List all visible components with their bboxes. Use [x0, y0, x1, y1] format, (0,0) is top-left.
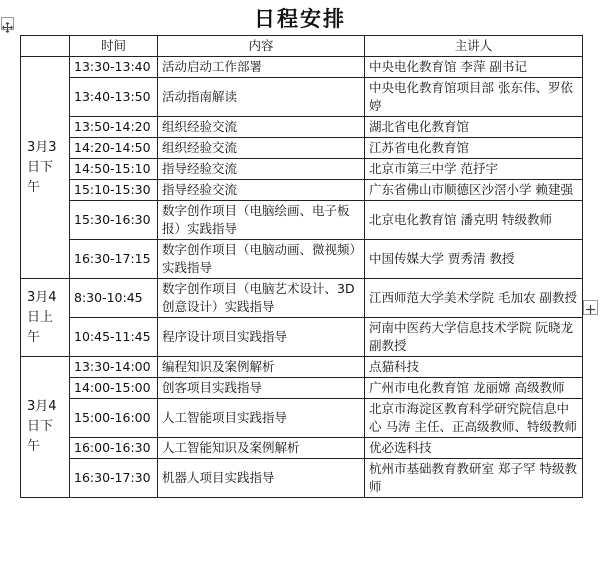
content-cell: 创客项目实践指导 — [158, 378, 365, 399]
day-cell: 3月4日上午 — [21, 279, 70, 357]
content-cell: 数字创作项目（电脑艺术设计、3D 创意设计）实践指导 — [158, 279, 365, 318]
time-cell: 15:10-15:30 — [70, 180, 158, 201]
table-row — [21, 378, 583, 399]
time-cell: 13:40-13:50 — [70, 78, 158, 117]
time-cell: 8:30-10:45 — [70, 279, 158, 318]
table-header-row — [21, 36, 583, 57]
time-cell: 15:30-16:30 — [70, 201, 158, 240]
speaker-cell: 中央电化教育馆项目部 张东伟、罗依婷 — [365, 78, 583, 117]
content-cell: 组织经验交流 — [158, 117, 365, 138]
content-cell: 编程知识及案例解析 — [158, 357, 365, 378]
content-cell: 活动指南解读 — [158, 78, 365, 117]
header-day — [21, 36, 70, 57]
speaker-cell: 点猫科技 — [365, 357, 583, 378]
day-cell: 3月3日下午 — [21, 57, 70, 279]
time-cell: 14:50-15:10 — [70, 159, 158, 180]
speaker-cell: 河南中医药大学信息技术学院 阮晓龙 副教授 — [365, 318, 583, 357]
content-cell: 机器人项目实践指导 — [158, 459, 365, 498]
speaker-cell: 湖北省电化教育馆 — [365, 117, 583, 138]
table-row — [21, 117, 583, 138]
speaker-cell: 杭州市基础教育教研室 郑子罕 特级教师 — [365, 459, 583, 498]
time-cell: 13:50-14:20 — [70, 117, 158, 138]
time-cell: 16:00-16:30 — [70, 438, 158, 459]
speaker-cell: 江西师范大学美术学院 毛加农 副教授 — [365, 279, 583, 318]
speaker-cell: 优必选科技 — [365, 438, 583, 459]
content-cell: 数字创作项目（电脑动画、微视频）实践指导 — [158, 240, 365, 279]
time-cell: 16:30-17:30 — [70, 459, 158, 498]
table-row — [21, 57, 583, 78]
speaker-cell: 北京市第三中学 范抒宇 — [365, 159, 583, 180]
table-row — [21, 318, 583, 357]
plus-glyph — [584, 303, 597, 316]
content-cell: 组织经验交流 — [158, 138, 365, 159]
header-content: 内容 — [158, 36, 365, 57]
day-cell: 3月4日下午 — [21, 357, 70, 498]
time-cell: 10:45-11:45 — [70, 318, 158, 357]
content-cell: 指导经验交流 — [158, 159, 365, 180]
content-cell: 数字创作项目（电脑绘画、电子板报）实践指导 — [158, 201, 365, 240]
schedule-body — [21, 57, 583, 498]
content-cell: 人工智能知识及案例解析 — [158, 438, 365, 459]
header-speaker: 主讲人 — [365, 36, 583, 57]
page-title: 日程安排 — [254, 7, 346, 31]
header-time: 时间 — [70, 36, 158, 57]
table-row — [21, 78, 583, 117]
schedule-table — [20, 35, 583, 498]
time-cell: 15:00-16:00 — [70, 399, 158, 438]
table-row — [21, 240, 583, 279]
table-row — [21, 399, 583, 438]
table-row — [21, 459, 583, 498]
content-cell: 活动启动工作部署 — [158, 57, 365, 78]
table-row — [21, 279, 583, 318]
table-row — [21, 357, 583, 378]
time-cell: 14:20-14:50 — [70, 138, 158, 159]
time-cell: 14:00-15:00 — [70, 378, 158, 399]
plus-icon[interactable] — [583, 300, 598, 315]
speaker-cell: 中央电化教育馆 李萍 副书记 — [365, 57, 583, 78]
table-row — [21, 159, 583, 180]
speaker-cell: 江苏省电化教育馆 — [365, 138, 583, 159]
move-arrows-glyph — [2, 22, 13, 33]
speaker-cell: 广东省佛山市顺德区沙滘小学 赖建强 — [365, 180, 583, 201]
table-row — [21, 180, 583, 201]
speaker-cell: 中国传媒大学 贾秀清 教授 — [365, 240, 583, 279]
table-row — [21, 138, 583, 159]
speaker-cell: 北京电化教育馆 潘克明 特级教师 — [365, 201, 583, 240]
content-cell: 指导经验交流 — [158, 180, 365, 201]
content-cell: 人工智能项目实践指导 — [158, 399, 365, 438]
content-cell: 程序设计项目实践指导 — [158, 318, 365, 357]
time-cell: 16:30-17:15 — [70, 240, 158, 279]
time-cell: 13:30-14:00 — [70, 357, 158, 378]
move-arrows-icon[interactable] — [1, 17, 14, 30]
table-row — [21, 201, 583, 240]
speaker-cell: 北京市海淀区教育科学研究院信息中心 马涛 主任、正高级教师、特级教师 — [365, 399, 583, 438]
table-row — [21, 438, 583, 459]
time-cell: 13:30-13:40 — [70, 57, 158, 78]
speaker-cell: 广州市电化教育馆 龙丽嫦 高级教师 — [365, 378, 583, 399]
